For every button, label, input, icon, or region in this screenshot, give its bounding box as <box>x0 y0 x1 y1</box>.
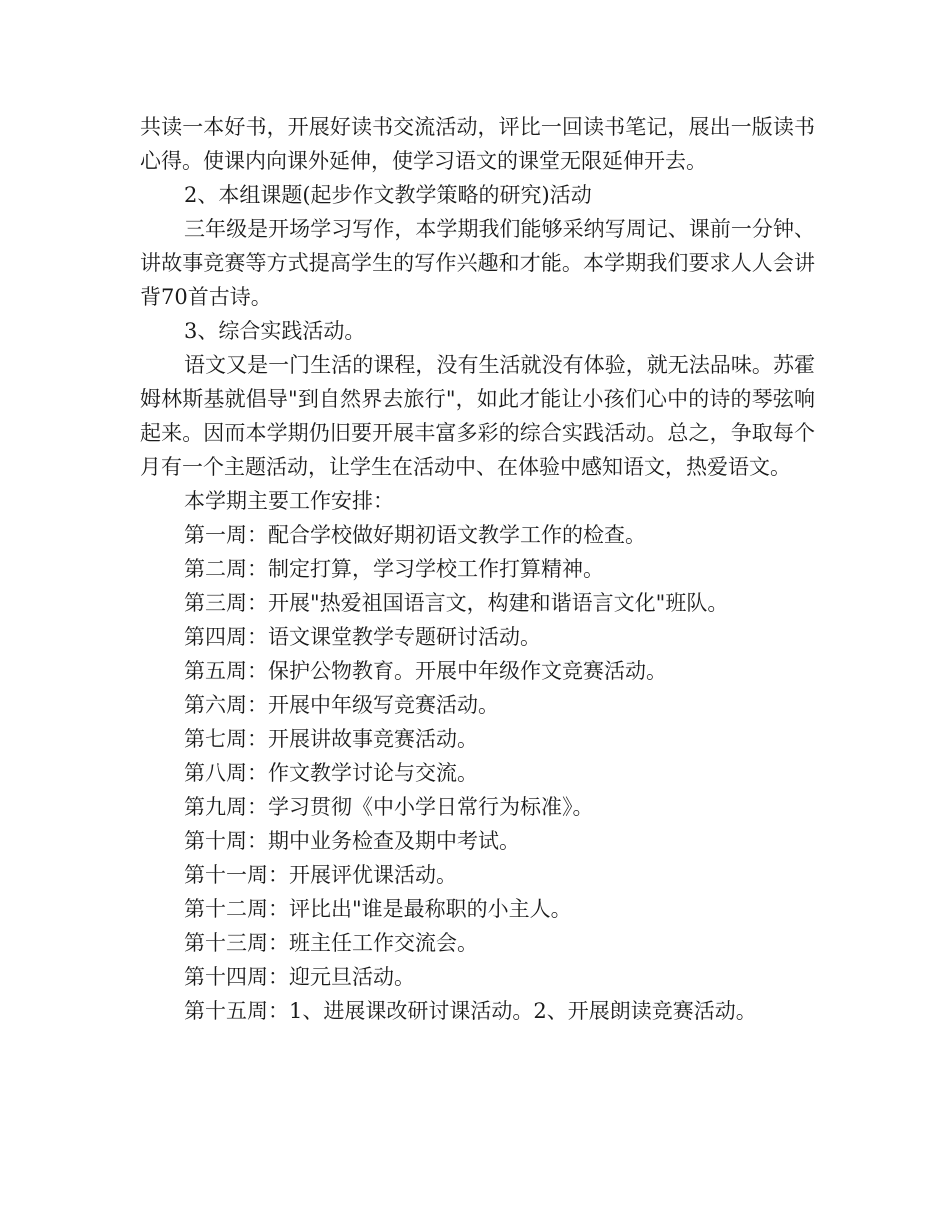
schedule-item-week-7: 第七周：开展讲故事竞赛活动。 <box>184 727 478 751</box>
schedule-item-week-13: 第十三周：班主任工作交流会。 <box>184 931 478 955</box>
schedule-item-week-11: 第十一周：开展评优课活动。 <box>184 863 457 887</box>
schedule-item-week-15: 第十五周：1、进展课改研讨课活动。2、开展朗读竞赛活动。 <box>184 999 757 1023</box>
schedule-item-week-5: 第五周：保护公物教育。开展中年级作文竞赛活动。 <box>184 659 667 683</box>
schedule-item-week-8: 第八周：作文教学讨论与交流。 <box>184 761 478 785</box>
paragraph-reading-activities: 共读一本好书，开展好读书交流活动，评比一回读书笔记，展出一版读书心得。使课内向课外延伸，使学习语文的课堂无限延伸开去。 <box>140 115 815 173</box>
schedule-item-week-10: 第十周：期中业务检查及期中考试。 <box>184 829 520 853</box>
schedule-item-week-9: 第九周：学习贯彻《中小学日常行为标准》。 <box>184 795 594 819</box>
document-page <box>140 110 815 1028</box>
heading-research-project: 2、本组课题(起步作文教学策略的研究)活动 <box>184 183 592 207</box>
schedule-item-week-2: 第二周：制定打算，学习学校工作打算精神。 <box>184 557 604 581</box>
paragraph-life-course: 语文又是一门生活的课程，没有生活就没有体验，就无法品味。苏霍姆林斯基就倡导"到自然界去旅行"，如此才能让小孩们心中的诗的琴弦响起来。因而本学期仍旧要开展丰富多彩的综合实践活动。总之，争取每个月有一个主题活动，让学生在活动中、在体验中感知语文，热爱语文。 <box>140 353 815 479</box>
schedule-item-week-1: 第一周：配合学校做好期初语文教学工作的检查。 <box>184 523 646 547</box>
heading-schedule: 本学期主要工作安排： <box>184 489 394 513</box>
paragraph-writing-practice: 三年级是开场学习写作，本学期我们能够采纳写周记、课前一分钟、讲故事竞赛等方式提高学生的写作兴趣和才能。本学期我们要求人人会讲背70首古诗。 <box>140 217 815 309</box>
schedule-item-week-12: 第十二周：评比出"谁是最称职的小主人。 <box>184 897 572 921</box>
schedule-item-week-6: 第六周：开展中年级写竞赛活动。 <box>184 693 499 717</box>
schedule-item-week-14: 第十四周：迎元旦活动。 <box>184 965 415 989</box>
heading-practice-activities: 3、综合实践活动。 <box>184 319 366 343</box>
schedule-item-week-3: 第三周：开展"热爱祖国语言文，构建和谐语言文化"班队。 <box>184 591 729 615</box>
schedule-list <box>140 518 815 1028</box>
schedule-item-week-4: 第四周：语文课堂教学专题研讨活动。 <box>184 625 541 649</box>
